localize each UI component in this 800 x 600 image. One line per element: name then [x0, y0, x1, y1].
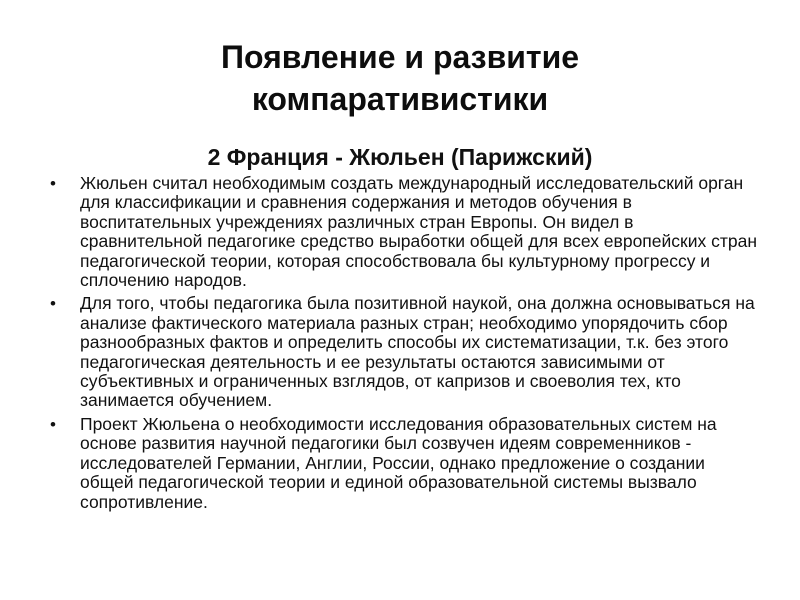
bullet-item-1: [48, 174, 760, 290]
bullet-item-3: [48, 415, 760, 512]
bullet-dot-icon: •: [50, 414, 56, 434]
slide-title-line-2: компаративистики: [251, 81, 549, 117]
bullet-text: Жюльен считал необходимым создать международный исследовательский орган для классификации и сравнения содержания и методов обучения в воспитательных учреждениях различных стран Европы. Он видел в сравнительной педагогике средство выработки общей для всех европейских стран педагогической теории, которая способствовала бы культурному прогрессу и сплочению народов.: [80, 173, 757, 291]
bullet-list: [48, 174, 760, 516]
bullet-dot-icon: •: [50, 294, 56, 314]
slide-subtitle: 2 Франция - Жюльен (Парижский): [207, 144, 593, 170]
bullet-dot-icon: •: [50, 174, 56, 193]
slide-title: [0, 36, 800, 120]
bullet-text: Проект Жюльена о необходимости исследования образовательных систем на основе развития научной педагогики был созвучен идеям современников - исследователей Германии, Англии, России, однако предложение о создании общей педагогической теории и единой образовательной системы вызвало сопротивление.: [80, 413, 717, 512]
slide-title-line-1: Появление и развитие: [220, 39, 580, 75]
bullet-item-2: [48, 294, 760, 410]
bullet-text: Для того, чтобы педагогика была позитивной наукой, она должна основываться на анализе фактического материала разных стран; необходимо упорядочить сбор разнообразных фактов и определить способы их систематизации, т.к. без этого педагогическая деятельность и ее результаты остаются зависимыми от субъективных и ограниченных взглядов, от капризов и своеволия тех, кто занимается обучением.: [80, 293, 755, 411]
